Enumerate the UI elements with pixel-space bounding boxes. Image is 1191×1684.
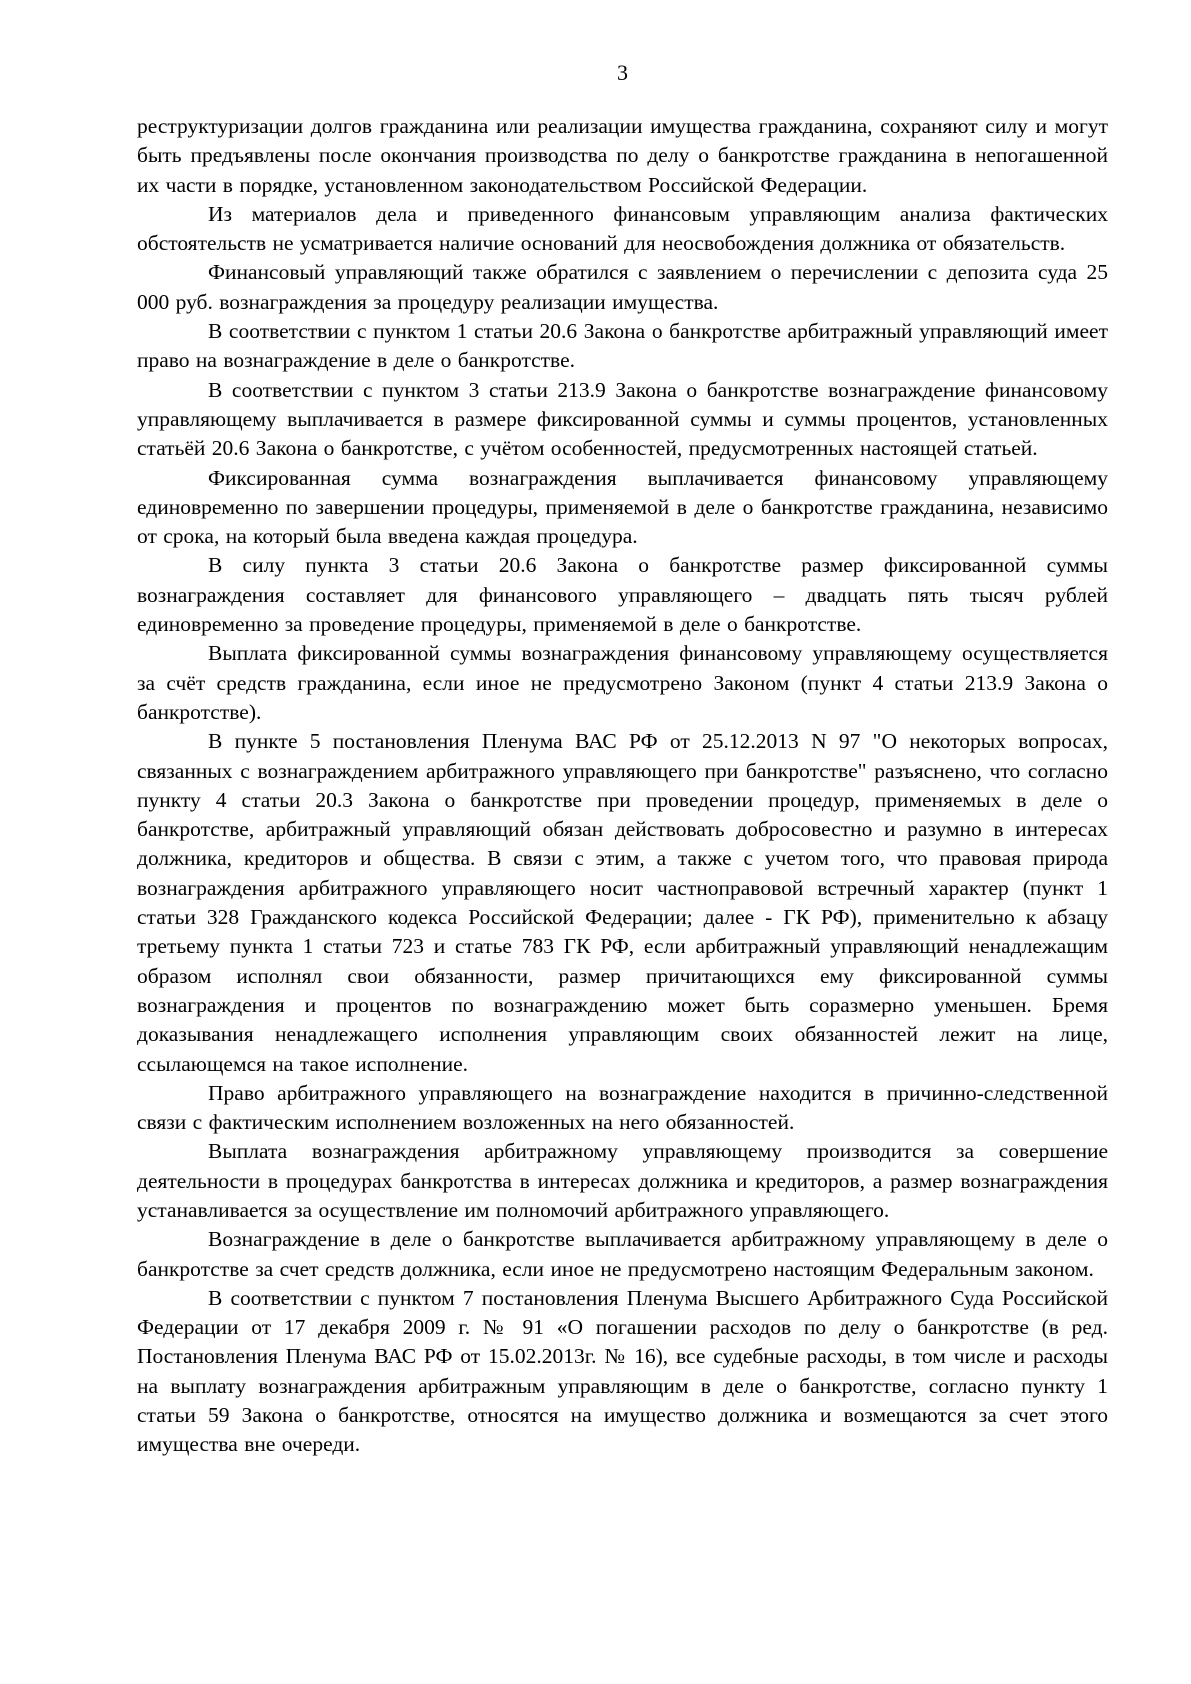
paragraph-4: В соответствии с пунктом 1 статьи 20.6 Закона о банкротстве арбитражный управляющий имеет право на вознаграждение в деле о банкротстве.: [137, 319, 1108, 373]
paragraph-3: Финансовый управляющий также обратился с заявлением о перечислении с депозита суда 25 000 руб. вознаграждения за процедуру реализации имущества.: [137, 260, 1108, 314]
page-number: 3: [617, 60, 628, 85]
paragraph-8: Выплата фиксированной суммы вознаграждения финансовому управляющему осуществляется за счёт средств гражданина, если иное не предусмотрено Законом (пункт 4 статьи 213.9 Закона о банкротстве).: [137, 641, 1108, 724]
paragraph-12: Вознаграждение в деле о банкротстве выплачивается арбитражному управляющему в деле о банкротстве за счет средств должника, если иное не предусмотрено настоящим Федеральным законом.: [137, 1227, 1108, 1281]
document-body: [137, 112, 1108, 1460]
paragraph-1: реструктуризации долгов гражданина или реализации имущества гражданина, сохраняют силу и могут быть предъявлены после окончания производства по делу о банкротстве гражданина в непогашенной их части в порядке, установленном законодательством Российской Федерации.: [137, 114, 1108, 197]
paragraph-5: В соответствии с пунктом 3 статьи 213.9 Закона о банкротстве вознаграждение финансовому управляющему выплачивается в размере фиксированной суммы и суммы процентов, установленных статьёй 20.6 Закона о банкротстве, с учётом особенностей, предусмотренных настоящей статьей.: [137, 377, 1108, 461]
paragraph-13: В соответствии с пунктом 7 постановления Пленума Высшего Арбитражного Суда Российской Федерации от 17 декабря 2009 г. № 91 «О погашении расходов по делу о банкротстве (в ред. Постановления Пленума ВАС РФ от 15.02.2013г. № 16), все судебные расходы, в том числе и расходы на выплату вознаграждения арбитражным управляющим в деле о банкротстве, согласно пункту 1 статьи 59 Закона о банкротстве, относятся на имущество должника и возмещаются за счет этого имущества вне очереди.: [137, 1285, 1108, 1457]
paragraph-9: В пункте 5 постановления Пленума ВАС РФ от 25.12.2013 N 97 "О некоторых вопросах, связанных с вознаграждением арбитражного управляющего при банкротстве" разъяснено, что согласно пункту 4 статьи 20.3 Закона о банкротстве при проведении процедур, применяемых в деле о банкротстве, арбитражный управляющий обязан действовать добросовестно и разумно в интересах должника, кредиторов и общества. В связи с этим, а также с учетом того, что правовая природа вознаграждения арбитражного управляющего носит частноправовой встречный характер (пункт 1 статьи 328 Гражданского кодекса Российской Федерации; далее - ГК РФ), применительно к абзацу третьему пункта 1 статьи 723 и статье 783 ГК РФ, если арбитражный управляющий ненадлежащим образом исполнял свои обязанности, размер причитающихся ему фиксированной суммы вознаграждения и процентов по вознаграждению может быть соразмерно уменьшен. Бремя доказывания ненадлежащего исполнения управляющим своих обязанностей лежит на лице, ссылающемся на такое исполнение.: [137, 729, 1108, 1076]
paragraph-11: Выплата вознаграждения арбитражному управляющему производится за совершение деятельности в процедурах банкротства в интересах должника и кредиторов, а размер вознаграждения устанавливается за осуществление им полномочий арбитражного управляющего.: [137, 1139, 1108, 1222]
paragraph-2: Из материалов дела и приведенного финансовым управляющим анализа фактических обстоятельств не усматривается наличие оснований для неосвобождения должника от обязательств.: [137, 201, 1108, 256]
paragraph-7: В силу пункта 3 статьи 20.6 Закона о банкротстве размер фиксированной суммы вознаграждения составляет для финансового управляющего – двадцать пять тысяч рублей единовременно за проведение процедуры, применяемой в деле о банкротстве.: [137, 553, 1108, 637]
paragraph-10: Право арбитражного управляющего на вознаграждение находится в причинно-следственной связи с фактическим исполнением возложенных на него обязанностей.: [137, 1080, 1108, 1135]
paragraph-6: Фиксированная сумма вознаграждения выплачивается финансовому управляющему единовременно по завершении процедуры, применяемой в деле о банкротстве гражданина, независимо от срока, на который была введена каждая процедура.: [137, 465, 1108, 549]
